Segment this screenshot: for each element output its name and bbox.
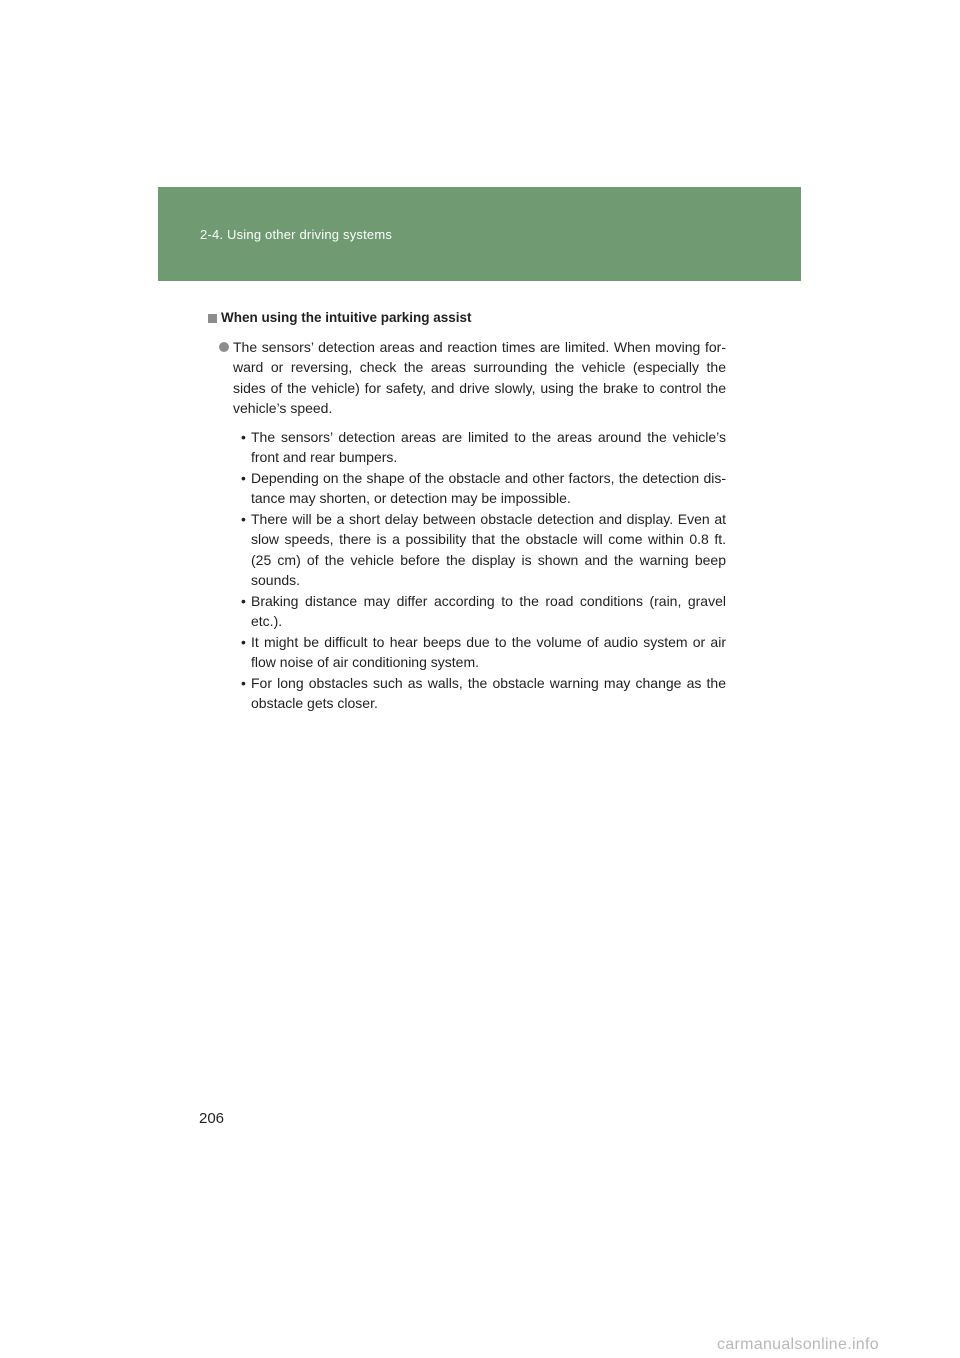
list-item-text: It might be difficult to hear beeps due to the volume of audio system or air flow noise of air conditioning system. xyxy=(251,633,726,670)
list-item-text: The sensors’ detection areas are limited to the areas around the vehicle’s front and rear bumpers. xyxy=(251,428,726,465)
sub-bullet-marker: • xyxy=(241,510,246,527)
list-item-text: Depending on the shape of the obstacle and other factors, the detection dis-tance may shorten, or detection may be impossible. xyxy=(251,469,726,506)
section-heading xyxy=(208,308,726,329)
section-header-title: 2-4. Using other driving systems xyxy=(200,227,393,242)
list-item-text: There will be a short delay between obstacle detection and display. Even at slow speeds, there is a possibility that the obstacle will come within 0.8 ft. (25 cm) of the vehicle before the display is shown and the warning beep sounds. xyxy=(251,510,726,588)
section-header-band xyxy=(158,187,801,281)
sub-list xyxy=(219,427,726,714)
list-item-text: For long obstacles such as walls, the obstacle warning may change as the obstacle gets closer. xyxy=(251,674,726,711)
list-item xyxy=(219,468,726,509)
watermark-link[interactable]: carmanualsonline.info xyxy=(717,1336,879,1353)
square-icon xyxy=(208,314,217,323)
list-item xyxy=(219,632,726,673)
list-item xyxy=(219,427,726,468)
list-item-text: Braking distance may differ according to the road conditions (rain, gravel etc.). xyxy=(251,592,726,629)
list-item xyxy=(219,591,726,632)
page-content xyxy=(208,308,726,714)
sub-bullet-marker: • xyxy=(241,469,246,486)
sub-bullet-marker: • xyxy=(241,428,246,445)
list-item xyxy=(219,673,726,714)
sub-bullet-marker: • xyxy=(241,633,246,650)
sub-bullet-marker: • xyxy=(241,674,246,691)
bullet-paragraph xyxy=(219,337,726,714)
list-item xyxy=(219,509,726,591)
bullet-text: The sensors’ detection areas and reaction times are limited. When moving for-ward or reversing, check the areas surrounding the vehicle (especially the sides of the vehicle) for safety, and drive slowly, using the brake to control the vehicle’s speed. xyxy=(233,338,726,416)
sub-bullet-marker: • xyxy=(241,592,246,609)
page-number: 206 xyxy=(199,1110,225,1127)
section-heading-text: When using the intuitive parking assist xyxy=(221,310,472,325)
circle-bullet-icon xyxy=(219,342,229,352)
